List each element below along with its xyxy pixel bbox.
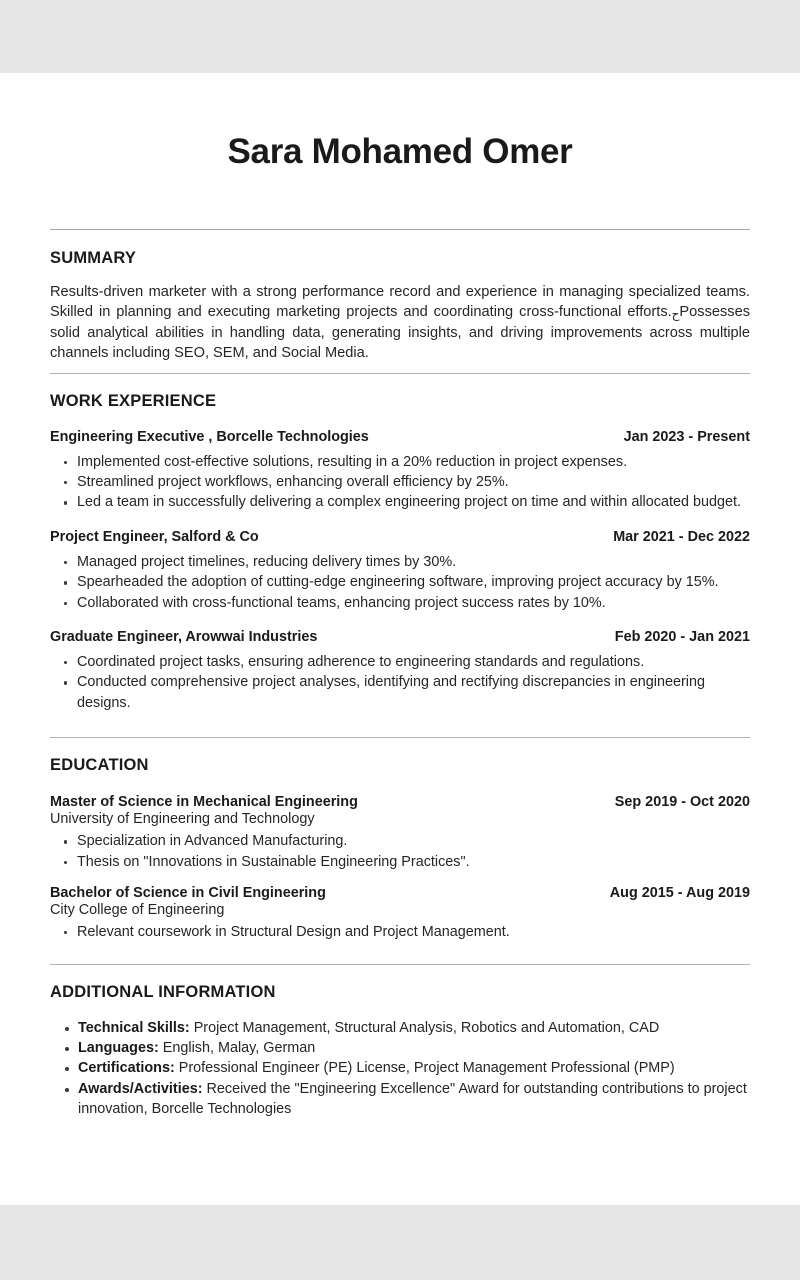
education-entry (50, 794, 750, 872)
item-label: Awards/Activities: (78, 1080, 203, 1097)
list-item: Streamlined project workflows, enhancing overall efficiency by 25%. (50, 472, 750, 492)
summary-paragraph (50, 282, 750, 364)
page-title: Sara Mohamed Omer (227, 132, 573, 171)
job-dates: Mar 2021 - Dec 2022 (613, 528, 750, 545)
additional-information-list (50, 1018, 750, 1120)
job-bullet-list (50, 552, 750, 613)
item-label: Languages: (78, 1039, 159, 1056)
list-item: Managed project timelines, reducing delivery times by 30%. (50, 552, 750, 572)
list-item: Spearheaded the adoption of cutting-edge engineering software, improving project accuracy by 15%. (50, 572, 750, 592)
institution-name: University of Engineering and Technology (50, 811, 315, 828)
item-value: Professional Engineer (PE) License, Project Management Professional (PMP) (174, 1060, 675, 1077)
work-entry (50, 429, 750, 513)
item-label: Technical Skills: (78, 1019, 190, 1036)
work-entry-header (50, 529, 750, 545)
job-title: Project Engineer, Salford & Co (50, 528, 259, 545)
list-item (50, 1038, 750, 1058)
item-value: Received the "Engineering Excellence" Award for outstanding contributions to project innovation, Borcelle Technologies (78, 1080, 747, 1118)
list-item: Specialization in Advanced Manufacturing. (50, 831, 750, 851)
degree-title: Bachelor of Science in Civil Engineering (50, 885, 326, 902)
job-title: Engineering Executive , Borcelle Technologies (50, 428, 369, 445)
divider-above-summary (50, 229, 750, 230)
job-bullet-list (50, 652, 750, 713)
work-entry (50, 629, 750, 713)
divider-below-summary (50, 373, 750, 374)
education-bullet-list (50, 922, 750, 942)
stray-glyph-artifact: ح (671, 307, 680, 322)
list-item (50, 1079, 750, 1120)
degree-dates: Sep 2019 - Oct 2020 (614, 794, 750, 811)
list-item: Led a team in successfully delivering a complex engineering project on time and within allocated budget. (50, 492, 750, 512)
degree-title: Master of Science in Mechanical Engineering (50, 794, 358, 811)
list-item: Relevant coursework in Structural Design and Project Management. (50, 922, 750, 942)
section-heading-work-experience: WORK EXPERIENCE (50, 391, 217, 410)
job-title: Graduate Engineer, Arowwai Industries (50, 629, 318, 646)
section-heading-summary: SUMMARY (50, 249, 137, 267)
work-entry-header (50, 429, 750, 445)
summary-text-first: Results-driven marketer with a strong performance record and experience in managing specialized teams. Skilled in planning and executing marketing projects and coordinating cross-functional efforts. (50, 284, 750, 321)
education-entry-header (50, 885, 750, 901)
education-entry-header (50, 794, 750, 810)
item-value: English, Malay, German (158, 1039, 316, 1056)
list-item (50, 1058, 750, 1078)
bottom-gray-band (0, 1205, 800, 1280)
section-heading-additional-information: ADDITIONAL INFORMATION (50, 982, 276, 1001)
top-gray-band (0, 0, 800, 73)
list-item: Implemented cost-effective solutions, resulting in a 20% reduction in project expenses. (50, 452, 750, 472)
item-label: Certifications: (78, 1060, 175, 1077)
divider-above-education (50, 737, 750, 738)
list-item: Coordinated project tasks, ensuring adherence to engineering standards and regulations. (50, 652, 750, 672)
degree-dates: Aug 2015 - Aug 2019 (609, 885, 750, 902)
job-dates: Jan 2023 - Present (623, 428, 750, 445)
summary-text-second: Possesses solid analytical abilities in handling data, generating insights, and driving improvements across multiple channels including SEO, SEM, and Social Media. (50, 304, 750, 362)
education-bullet-list (50, 831, 750, 872)
education-entry (50, 885, 750, 942)
item-value: Project Management, Structural Analysis, Robotics and Automation, CAD (189, 1019, 660, 1036)
list-item: Conducted comprehensive project analyses, identifying and rectifying discrepancies in engineering designs. (50, 672, 750, 713)
divider-above-additional-information (50, 964, 750, 965)
institution-name: City College of Engineering (50, 902, 225, 919)
work-entry-header (50, 629, 750, 645)
resume-content (50, 73, 750, 1120)
job-dates: Feb 2020 - Jan 2021 (614, 629, 750, 646)
list-item: Thesis on "Innovations in Sustainable Engineering Practices". (50, 852, 750, 872)
work-entry (50, 529, 750, 613)
list-item (50, 1018, 750, 1038)
section-heading-education: EDUCATION (50, 756, 149, 775)
job-bullet-list (50, 452, 750, 513)
list-item: Collaborated with cross-functional teams, enhancing project success rates by 10%. (50, 593, 750, 613)
resume-page (0, 73, 800, 1205)
